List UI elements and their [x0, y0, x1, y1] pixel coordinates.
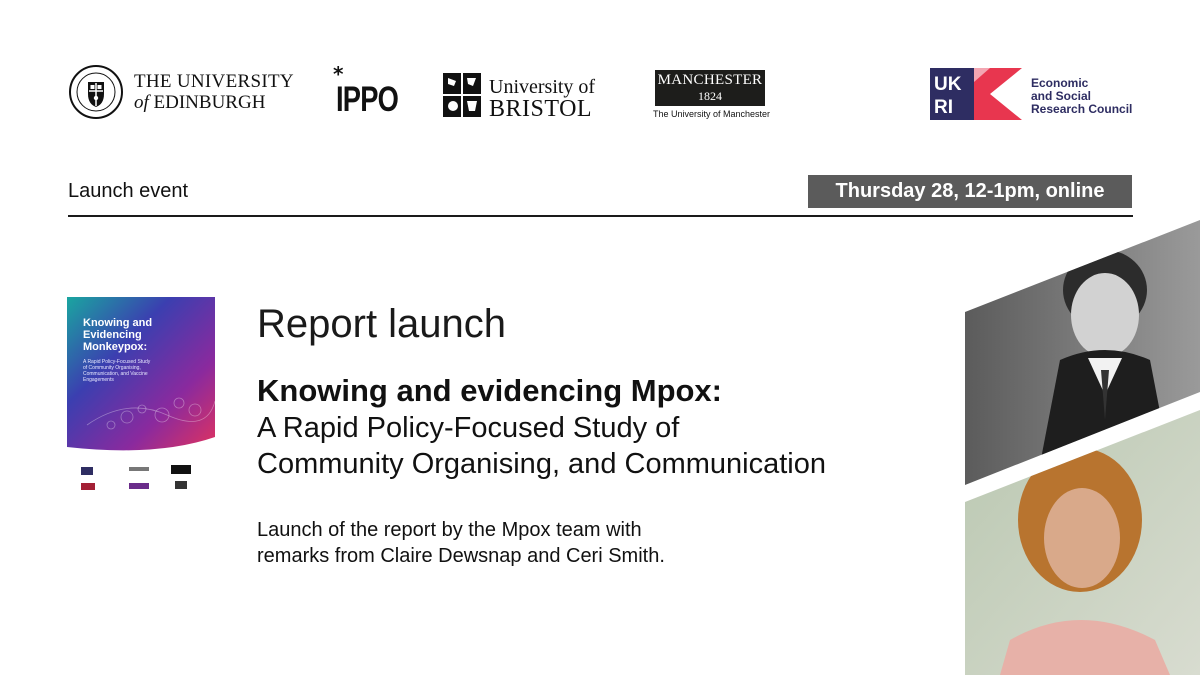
report-subtitle-line2: Community Organising, and Communication: [257, 448, 826, 480]
edinburgh-name-line1: THE UNIVERSITY: [134, 71, 294, 92]
bristol-crest-icon: [442, 72, 482, 118]
header-divider: [68, 215, 1133, 217]
manchester-logo-block: [655, 70, 765, 106]
university-of-bristol-logo: [442, 72, 602, 122]
university-of-edinburgh-logo: [68, 64, 298, 122]
manchester-name: MANCHESTER: [657, 72, 763, 88]
ippo-wordmark: IPPO: [336, 80, 399, 119]
event-type-label: Launch event: [68, 180, 189, 202]
edinburgh-name-line2: of EDINBURGH: [134, 92, 266, 113]
manchester-year: 1824: [698, 89, 722, 103]
edinburgh-crest-icon: [68, 64, 124, 120]
report-title: Knowing and evidencing Mpox:: [257, 373, 722, 408]
esrc-name: Economic and Social Research Council: [1031, 76, 1133, 116]
report-cover-image: [67, 297, 215, 505]
svg-text:UK: UK: [934, 74, 962, 95]
bristol-name-line1: University of: [489, 76, 596, 98]
svg-text:RI: RI: [934, 97, 953, 118]
event-description-line2: remarks from Claire Dewsnap and Ceri Smith.: [257, 545, 665, 567]
ippo-asterisk-icon: *: [333, 62, 344, 86]
report-launch-heading: Report launch: [257, 302, 507, 346]
ukri-mark-icon: [930, 68, 1022, 120]
event-description-line1: Launch of the report by the Mpox team with: [257, 519, 642, 541]
bristol-name-line2: BRISTOL: [489, 96, 593, 122]
manchester-full-name: The University of Manchester: [653, 109, 771, 119]
ippo-logo: [333, 62, 403, 120]
university-of-manchester-logo: [653, 70, 771, 122]
report-cover-subtitle: A Rapid Policy-Focused Study of Community Organising, Communication, and Vaccine Engagements: [83, 359, 151, 383]
speaker-photos: [960, 220, 1200, 675]
report-subtitle-line1: A Rapid Policy-Focused Study of: [257, 412, 680, 444]
report-cover-title: Knowing and Evidencing Monkeypox:: [83, 317, 153, 353]
date-time-badge: Thursday 28, 12-1pm, online: [808, 175, 1132, 208]
ukri-esrc-logo: [930, 68, 1140, 122]
